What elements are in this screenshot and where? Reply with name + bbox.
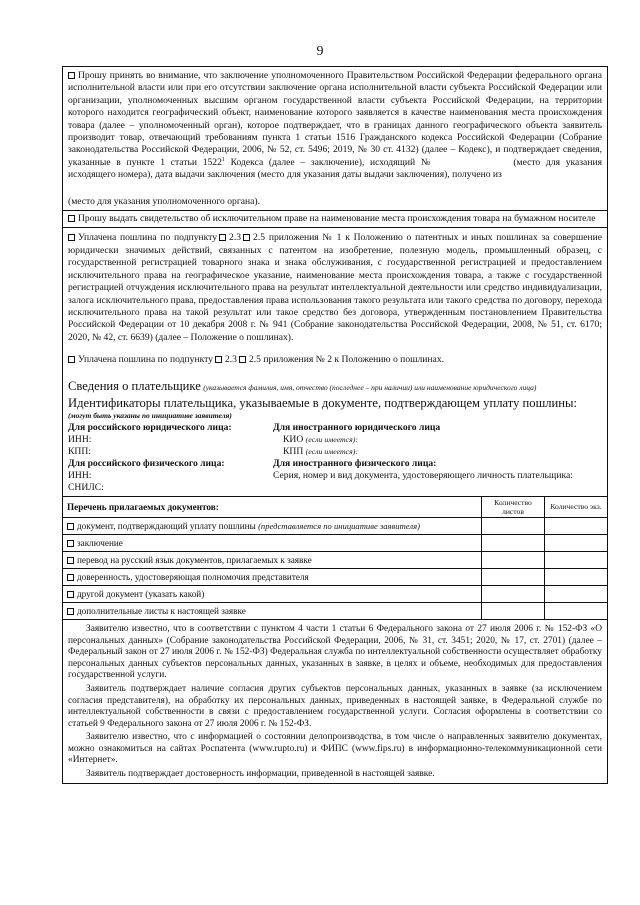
fee1-option-2-3-checkbox[interactable] [219,234,226,241]
payer-title-note: (указывается фамилия, имя, отчество (последнее – при наличии) или наименование юридического лица) [203,382,537,392]
payer-title: Сведения о плательщике [68,378,201,393]
passport-label[interactable]: Серия, номер и вид документа, удостоверяющего личность плательщика: [273,469,573,481]
document-checkbox[interactable] [67,574,74,581]
fee2-option-2-3-checkbox[interactable] [215,356,222,363]
fee2-paragraph [68,354,602,366]
fee2-checkbox[interactable] [68,356,75,363]
fee1-option-2-5-label: 2.5 [253,232,266,244]
document-row [63,534,607,551]
sheets-cell[interactable] [482,585,545,602]
payer-title-row [68,379,602,394]
issuing-authority-field[interactable] [68,182,602,196]
copies-cell[interactable] [545,551,608,568]
document-label: дополнительные листы к настоящей заявке [77,605,246,616]
payer-grid-row-5 [68,470,602,482]
document-note: (представляется по инициативе заявителя) [258,520,420,531]
conclusion-text-2: Кодекса (далее – заключение), исходящий № [224,156,434,168]
kpp-foreign-label: КПП [283,445,304,457]
page-number: 9 [316,44,324,59]
document-label: доверенность, удостоверяющая полномочия представителя [77,571,309,582]
ru-person-heading: Для российского физического лица: [68,457,225,469]
document-label: другой документ (указать какой) [77,588,205,599]
document-row [63,551,607,568]
certificate-section [63,211,607,228]
foreign-person-heading: Для иностранного физического лица: [273,457,437,469]
payer-grid-row-3 [68,446,602,458]
inn-label[interactable]: ИНН: [68,433,92,445]
sheets-cell[interactable] [482,517,545,534]
notice-paragraph: Заявителю известно, что с информацией о состоянии делопроизводства, в том числе о направленных заявителю документах, можно ознакомиться на сайтах Роспатента (www.rupto.ru) и ФИПС (www.fips.ru) в информационно-телекоммуникационной сети «Интернет». [68,732,602,766]
conclusion-text-3: (место для указания исходящего номера), дата выдачи заключения (место для указания даты выдачи заключения), получено из [68,156,602,181]
document-row [63,568,607,585]
footnote-mark: 1 [221,156,225,163]
certificate-checkbox[interactable] [68,215,75,222]
fee2-option-2-5-checkbox[interactable] [239,356,246,363]
copies-cell[interactable] [545,602,608,619]
notice-paragraph: Заявитель подтверждает наличие согласия других субъектов персональных данных, указанных в заявке (за исключением согласия представителя), на обработку их персональных данных, приведенных в настоящей заявке, в Федеральной службе по интеллектуальной собственности в связи с предоставлением государственной услуги. Согласия оформлены в соответствии со статьей 9 Федерального закона от 27 июля 2006 г. № 152-ФЗ. [68,683,602,729]
document-checkbox[interactable] [67,523,74,530]
payer-grid-row-2 [68,434,602,446]
sheets-cell[interactable] [482,534,545,551]
col-sheets-header: Количество листов [482,497,545,518]
fee2-text-1: Уплачена пошлина по подпункту [78,354,213,366]
sheets-cell[interactable] [482,568,545,585]
conclusion-text-1: Прошу принять во внимание, что заключение уполномоченного Правительством Российской Федерации федерального органа исполнительной власти или при его отсутствии заключение органа исполнительной власти субъекта Российской Федерации или организации, уполномоченных высшим органом государственной власти субъекта Российской Федерации, на территории которого находится географический объект, наименование которого заявляется в качестве наименования места происхождения товара (далее – уполномоченный орган), которое подтверждает, что в границах данного географического объекта заявитель производит товар, отвечающий требованиям пункта 1 статьи 1516 Гражданского кодекса Российской Федерации (Собрание законодательства Российской Федерации, 2006, № 52, ст. 5496; 2019, № 30 ст. 4132) (далее – Кодекс), и подтверждает сведения, указанные в пункте 1 статьи 1522 [68,70,602,168]
fee1-checkbox[interactable] [68,234,75,241]
document-label: перевод на русский язык документов, прилагаемых к заявке [77,554,312,565]
document-label: заключение [77,537,123,548]
copies-cell[interactable] [545,585,608,602]
fee-section [63,228,607,496]
notices-section [63,620,607,783]
snils-label[interactable]: СНИЛС: [68,481,104,493]
ru-legal-heading: Для российского юридического лица: [68,421,232,433]
kio-field[interactable] [273,434,602,446]
copies-cell[interactable] [545,534,608,551]
payer-ids-note: (могут быть указаны по инициативе заявителя) [68,410,232,420]
fee1-paragraph [68,232,602,344]
col-copies-header: Количество экз. [545,497,608,518]
payer-ids-title: Идентификаторы плательщика, указываемые в документе, подтверждающем уплату пошлины: [68,395,577,410]
document-checkbox[interactable] [67,557,74,564]
sheets-cell[interactable] [482,551,545,568]
payer-grid-row-1 [68,422,602,434]
fee1-text-1: Уплачена пошлина по подпункту [78,232,218,244]
copies-cell[interactable] [545,517,608,534]
certificate-text: Прошу выдать свидетельство об исключительном праве на наименование места происхождения товара на бумажном носителе [78,213,596,225]
documents-table [63,497,607,619]
notice-paragraph: Заявителю известно, что в соответствии с пунктом 4 части 1 статьи 6 Федерального закона от 27 июля 2006 г. № 152-ФЗ «О персональных данных» (Собрание законодательства Российской Федерации, 2006, № 31, ст. 3451; 2020, № 17, ст. 2701) (далее – Федеральный закон от 27 июля 2006 г. № 152-ФЗ) Федеральная служба по интеллектуальной собственности осуществляет обработку персональных данных субъектов персональных данных, указанных в заявке, в целях и объеме, необходимых для предоставления государственной услуги. [68,623,602,681]
document-row [63,602,607,619]
payer-block [68,379,602,494]
documents-header-row [63,497,607,518]
payer-grid-row-4 [68,458,602,470]
notice-paragraph: Заявитель подтверждает достоверность информации, приведенной в настоящей заявке. [86,769,435,780]
fee2-option-2-5-label: 2.5 [248,354,261,366]
kio-note: (если имеется): [305,434,358,444]
conclusion-checkbox[interactable] [68,72,75,79]
document-checkbox[interactable] [67,540,74,547]
payer-grid-row-6 [68,482,602,494]
copies-cell[interactable] [545,568,608,585]
conclusion-section [63,67,607,211]
inn2-label[interactable]: ИНН: [68,469,92,481]
application-form [62,66,608,784]
kpp-label[interactable]: КПП: [68,445,91,457]
conclusion-text-4: (место для указания уполномоченного органа). [68,195,261,207]
document-row [63,517,607,534]
foreign-legal-heading: Для иностранного юридического лица [273,421,441,433]
sheets-cell[interactable] [482,602,545,619]
fee1-text-2: приложения № 1 к Положению о патентных и иных пошлинах за совершение юридически значимых действий, связанных с патентом на изобретение, полезную модель, промышленный образец, с государственной регистрацией товарного знака и знака обслуживания, с государственной регистрацией и предоставлением исключительного права на географическое указание, наименование места происхождения товара, а также с государственной регистрацией отчуждения исключительного права на результат интеллектуальной деятельности или средство индивидуализации, залога исключительного права, предоставления права использования такого результата или такого средства по договору, перехода исключительного права на такой результат или такое средство без договора, утвержденным постановлением Правительства Российской Федерации от 10 декабря 2008 г. № 941 (Собрание законодательства Российской Федерации, 2008, № 51, ст. 6170; 2020, № 42, ст. 6639) (далее – Положение о пошлинах). [68,232,603,343]
kpp-note: (если имеется): [305,446,358,456]
fee2-text-2: приложения № 2 к Положению о пошлинах. [263,354,445,366]
fee1-option-2-3-label: 2.3 [229,232,242,244]
documents-section [63,497,607,620]
fee1-option-2-5-checkbox[interactable] [243,234,250,241]
document-label: документ, подтверждающий уплату пошлины [77,520,256,531]
document-checkbox[interactable] [67,591,74,598]
kpp-foreign-field[interactable] [273,446,602,458]
documents-header: Перечень прилагаемых документов: [63,497,482,518]
kio-label: КИО [283,433,304,445]
fee2-option-2-3-label: 2.3 [224,354,237,366]
document-row [63,585,607,602]
document-checkbox[interactable] [67,608,74,615]
